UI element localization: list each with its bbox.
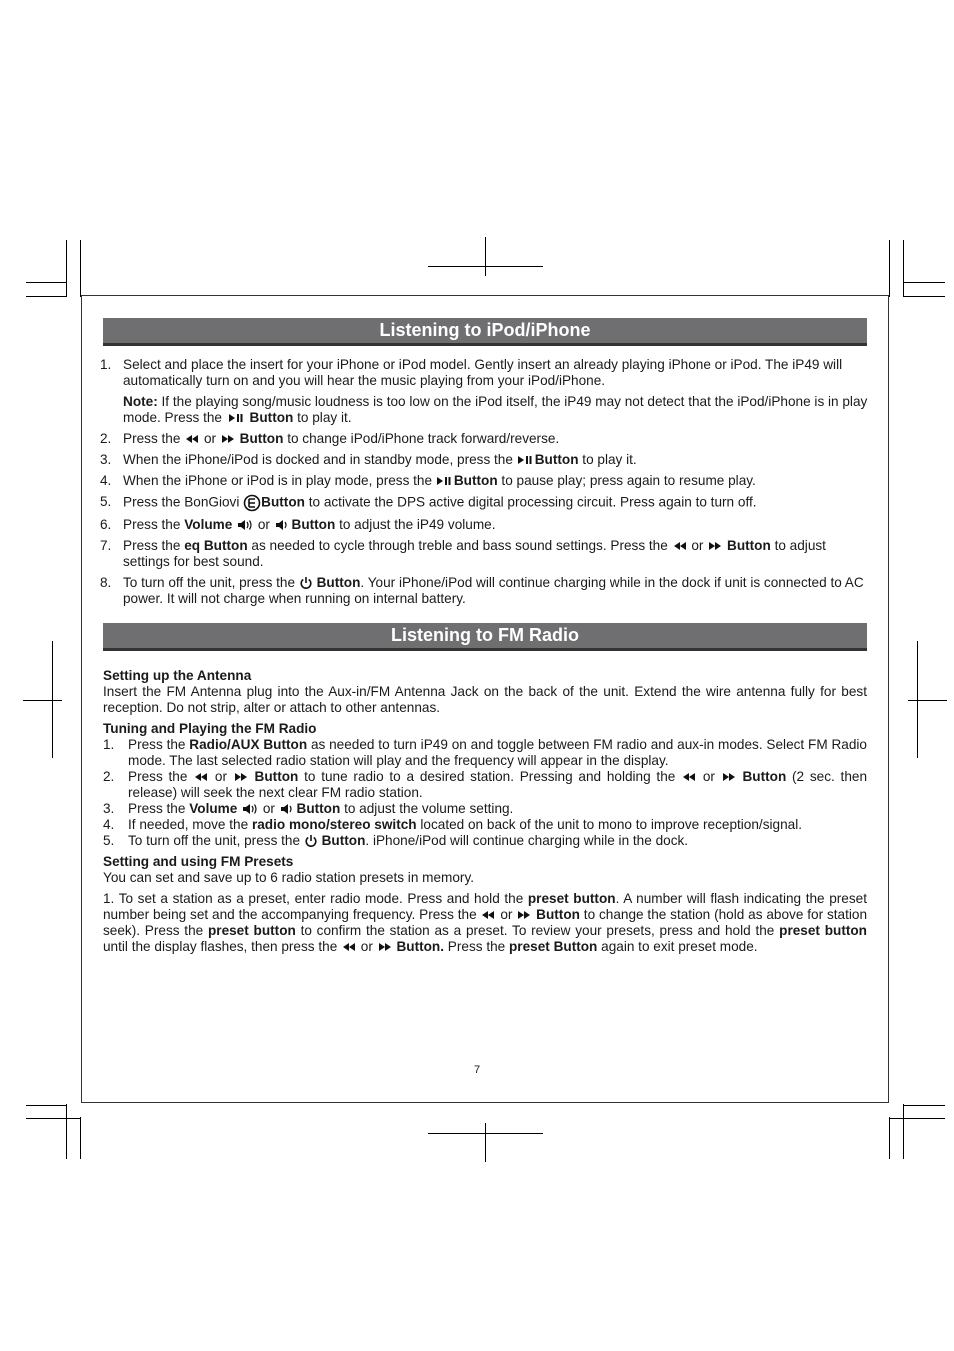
volume-up-icon — [241, 803, 259, 815]
volume-down-icon — [274, 519, 288, 531]
fast-forward-icon — [516, 910, 532, 920]
fast-forward-icon — [377, 942, 393, 952]
section-title: Listening to iPod/iPhone — [379, 320, 591, 340]
list-item: 1. Press the Radio/AUX Button as needed to turn iP49 on and toggle between FM radio and aux-in modes. Select FM Radio mode. The last selected radio station will play and the frequency will appear in the display. — [103, 737, 867, 768]
subheading: Tuning and Playing the FM Radio — [103, 721, 317, 736]
note: Note: If the playing song/music loudness is too low on the iPod itself, the iP49 may not detect that the iPod/iPhone is in play mode. Press the Button to play it. — [123, 394, 868, 425]
list-item: 8. To turn off the unit, press the Button. Your iPhone/iPod will continue charging while in the dock if unit is connected to AC power. It will not charge when running on internal battery. — [100, 575, 864, 606]
rewind-icon — [193, 772, 209, 782]
ipod-instructions — [100, 357, 868, 612]
fast-forward-icon — [220, 434, 236, 444]
list-item: 3. When the iPhone/iPod is docked and in standby mode, press the Button to play it. — [100, 452, 637, 467]
list-item: 5. To turn off the unit, press the Button. iPhone/iPod will continue charging while in the dock. — [103, 833, 689, 848]
rewind-icon — [480, 910, 496, 920]
play-pause-icon — [436, 476, 454, 486]
paragraph: You can set and save up to 6 radio station presets in memory. — [103, 870, 475, 885]
list-item: 2. Press the or Button to tune radio to a desired station. Pressing and holding the or Button (2 sec. then release) will seek the next clear FM radio station. — [103, 769, 868, 800]
paragraph: Insert the FM Antenna plug into the Aux-in/FM Antenna Jack on the back of the unit. Extend the wire antenna fully for best reception. Do not strip, alter or attach to other antennas. — [103, 684, 867, 715]
play-pause-icon — [226, 413, 246, 423]
subheading: Setting and using FM Presets — [103, 854, 294, 869]
section-header-ipod — [103, 318, 867, 346]
list-item: 4. When the iPhone or iPod is in play mode, press the Button to pause play; press again to resume play. — [100, 473, 756, 488]
fast-forward-icon — [721, 772, 737, 782]
power-icon — [299, 576, 313, 590]
rewind-icon — [681, 772, 697, 782]
section-header-fm — [103, 623, 867, 651]
section-title: Listening to FM Radio — [391, 625, 579, 645]
bongiovi-icon — [243, 494, 261, 512]
list-item: 3. Press the Volume or Button to adjust the volume setting. — [103, 801, 514, 816]
list-item: 4. If needed, move the radio mono/stereo switch located on back of the unit to mono to improve reception/signal. — [103, 817, 802, 832]
list-item: 1. Select and place the insert for your iPhone or iPod model. Gently insert an already playing iPhone or iPod. The iP49 will automatically turn on and you will hear the music playing from your iPod/iPhone. — [100, 357, 843, 388]
fast-forward-icon — [233, 772, 249, 782]
page-number: 7 — [473, 1064, 481, 1076]
list-item: 7. Press the eq Button as needed to cycle through treble and bass sound settings. Press the or Button to adjust settings for best sound. — [100, 538, 826, 569]
volume-down-icon — [279, 803, 293, 815]
power-icon — [304, 834, 318, 848]
paragraph: 1. To set a station as a preset, enter radio mode. Press and hold the preset button. A number will flash indicating the preset number being set and the accompanying frequency. Press the or Button to change the station (hold as above for station seek). Press the preset button to confirm the station as a preset. To review your presets, press and hold the preset button until the display flashes, then press the or Button. Press the preset Button again to exit preset mode. — [103, 891, 868, 954]
subheading: Setting up the Antenna — [103, 668, 252, 683]
rewind-icon — [341, 942, 357, 952]
fast-forward-icon — [707, 541, 723, 551]
list-item: 6. Press the Volume or Button to adjust the iP49 volume. — [100, 517, 496, 532]
volume-up-icon — [236, 519, 254, 531]
rewind-icon — [184, 434, 200, 444]
rewind-icon — [672, 541, 688, 551]
play-pause-icon — [517, 455, 535, 465]
fm-instructions — [103, 668, 867, 955]
list-item: 2. Press the or Button to change iPod/iPhone track forward/reverse. — [100, 431, 560, 446]
list-item: 5. Press the BonGiovi Button to activate the DPS active digital processing circuit. Press again to turn off. — [100, 494, 868, 512]
